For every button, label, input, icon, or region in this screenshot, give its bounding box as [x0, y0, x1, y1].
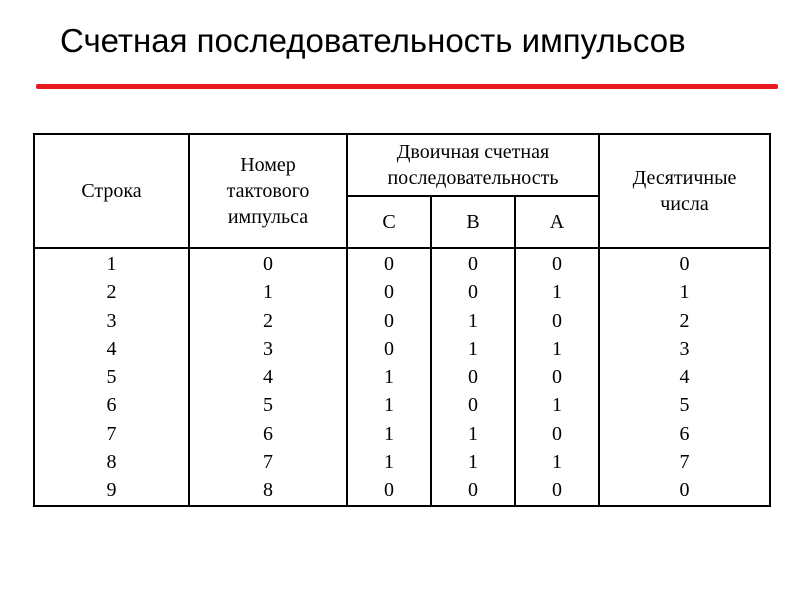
cell-value: 2 [263, 309, 273, 332]
cell-value: 6 [679, 422, 690, 445]
bit-c-column [347, 248, 431, 506]
cell-value: 1 [468, 451, 478, 474]
cell-value: 6 [263, 422, 273, 445]
cell-value: 7 [106, 422, 117, 445]
cell-value: 3 [106, 309, 117, 332]
decimal-column [599, 248, 770, 506]
cell-value: 0 [679, 253, 690, 275]
cell-value: 1 [384, 394, 394, 417]
cell-value: 1 [263, 281, 273, 304]
cell-value: 0 [384, 309, 394, 332]
cell-value: 1 [384, 422, 394, 445]
cell-value: 0 [468, 281, 478, 304]
cell-value: 0 [468, 479, 478, 502]
cell-value: 0 [679, 479, 690, 502]
cell-value: 9 [106, 479, 117, 502]
cell-value: 5 [106, 366, 117, 389]
cell-value: 0 [468, 253, 478, 275]
cell-value: 1 [468, 422, 478, 445]
header-bit-a: A [515, 196, 599, 248]
counting-sequence-table [33, 133, 771, 507]
cell-value: 0 [384, 253, 394, 275]
cell-value: 1 [552, 337, 562, 360]
header-bit-b: B [431, 196, 515, 248]
cell-value: 2 [106, 281, 117, 304]
cell-value: 1 [679, 281, 690, 304]
cell-value: 0 [468, 394, 478, 417]
title-divider [36, 84, 778, 89]
cell-value: 6 [106, 394, 117, 417]
cell-value: 0 [468, 366, 478, 389]
cell-value: 1 [384, 451, 394, 474]
cell-value: 2 [679, 309, 690, 332]
cell-value: 5 [263, 394, 273, 417]
cell-value: 1 [552, 451, 562, 474]
cell-value: 0 [384, 337, 394, 360]
cell-value: 1 [552, 281, 562, 304]
page-title: Счетная последовательность импульсов [60, 22, 686, 59]
cell-value: 1 [552, 394, 562, 417]
cell-value: 3 [263, 337, 273, 360]
header-row-number: Строка [34, 134, 189, 248]
cell-value: 0 [552, 366, 562, 389]
header-binary-sequence: Двоичная счетная последовательность [347, 134, 599, 196]
bit-b-column [431, 248, 515, 506]
cell-value: 1 [106, 253, 117, 275]
cell-value: 0 [552, 253, 562, 275]
header-decimal-numbers: Десятичные числа [599, 134, 770, 248]
cell-value: 0 [384, 281, 394, 304]
header-bit-c: C [347, 196, 431, 248]
cell-value: 8 [106, 451, 117, 474]
cell-value: 0 [552, 422, 562, 445]
cell-value: 0 [552, 309, 562, 332]
cell-value: 4 [263, 366, 273, 389]
cell-value: 4 [106, 337, 117, 360]
cell-value: 0 [263, 253, 273, 275]
cell-value: 1 [468, 337, 478, 360]
pulse-number-column [189, 248, 347, 506]
cell-value: 0 [552, 479, 562, 502]
cell-value: 0 [384, 479, 394, 502]
header-pulse-number: Номер тактового импульса [189, 134, 347, 248]
bit-a-column [515, 248, 599, 506]
cell-value: 1 [384, 366, 394, 389]
table-row [34, 248, 770, 506]
cell-value: 4 [679, 366, 690, 389]
cell-value: 7 [679, 451, 690, 474]
row-number-column [34, 248, 189, 506]
cell-value: 5 [679, 394, 690, 417]
cell-value: 7 [263, 451, 273, 474]
cell-value: 1 [468, 309, 478, 332]
cell-value: 3 [679, 337, 690, 360]
cell-value: 8 [263, 479, 273, 502]
